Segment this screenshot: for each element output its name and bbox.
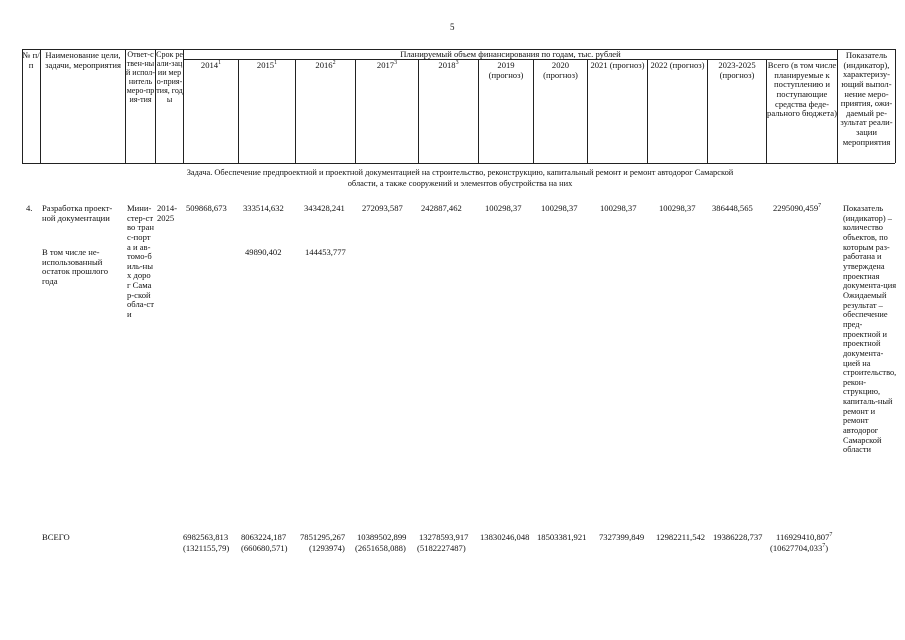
total-value-2022: 12982211,542 bbox=[656, 532, 706, 542]
total-sub-value-2017: (2651658,088) bbox=[355, 543, 406, 553]
total-value-2017: 10389502,899 bbox=[357, 532, 407, 542]
total-sub-value-2014: (1321155,79) bbox=[183, 543, 230, 553]
row4-value-2022: 100298,37 bbox=[659, 203, 696, 213]
total-value-2014: 6982563,813 bbox=[183, 532, 229, 542]
row4-total: 2295090,459$^7$ bbox=[773, 203, 822, 213]
header-year-2021: 2021 (прогноз) bbox=[590, 60, 645, 70]
header-year-2020: 2020 (прогноз) bbox=[543, 60, 578, 80]
col-border bbox=[418, 59, 419, 163]
header-bottom-border bbox=[22, 163, 895, 164]
header-year-2023-2025: 2023-2025 (прогноз) bbox=[718, 60, 756, 80]
total-value-2020: 18503381,921 bbox=[537, 532, 587, 542]
header-year-2015: 2015$^1$ bbox=[256, 60, 278, 70]
row4-value-2016: 343428,241 bbox=[304, 203, 345, 213]
row4-sub-value-2015: 49890,402 bbox=[245, 247, 282, 257]
total-value-2023-2025: 19386228,737 bbox=[713, 532, 763, 542]
col-border bbox=[355, 59, 356, 163]
header-year-2018: 2018$^3$ bbox=[438, 60, 459, 70]
row4-indicator: Показатель (индикатор) – количество объектов, по которым раз-работана и утверждена проектная документа-ция Ожидаемый результат – обеспечение пред-проектной и проектной документа-цией на строительство, рекон-струкцию, капиталь-ный ремонт и ремонт автодорог Самарской области bbox=[843, 204, 897, 455]
header-term: Срок реали-зации меро-прия-тия, годы bbox=[156, 50, 183, 104]
total-sub-value-2015: (660680,571) bbox=[241, 543, 288, 553]
row4-term: 2014-2025 bbox=[157, 203, 178, 223]
row4-value-2021: 100298,37 bbox=[600, 203, 637, 213]
row4-value-2017: 272093,587 bbox=[362, 203, 403, 213]
header-num: № п/п bbox=[22, 50, 40, 70]
header-year-2016: 2016$^2$ bbox=[315, 60, 336, 70]
col-border bbox=[647, 59, 648, 163]
row4-value-2015: 333514,632 bbox=[243, 203, 284, 213]
row4-value-2020: 100298,37 bbox=[541, 203, 578, 213]
col-border bbox=[587, 59, 588, 163]
row4-sub-name: В том числе не-использованный остаток прошлого года bbox=[42, 247, 109, 286]
total-value-2015: 8063224,187 bbox=[241, 532, 287, 542]
col-border bbox=[238, 59, 239, 163]
header-year-2017: 2017$^3$ bbox=[376, 60, 398, 70]
row4-value-2014: 509868,673 bbox=[186, 203, 227, 213]
total-value-2019: 13830246,048 bbox=[480, 532, 530, 542]
total-label: ВСЕГО bbox=[42, 532, 70, 542]
header-indicator: Показатель (индикатор), характеризу-ющий выпол-нение меро-приятия, ожи-даемый ре-зультат реали-зации мероприятия bbox=[840, 50, 893, 147]
total-value-2018: 13278593,917 bbox=[419, 532, 469, 542]
row4-value-2019: 100298,37 bbox=[485, 203, 522, 213]
row4-value-2018: 242887,462 bbox=[421, 203, 462, 213]
col-border bbox=[295, 59, 296, 163]
row4-value-2023-2025: 386448,565 bbox=[712, 203, 753, 213]
col-border bbox=[40, 49, 41, 163]
row4-sub-value-2016: 144453,777 bbox=[305, 247, 346, 257]
total-sub-value-2018: (5182227487) bbox=[417, 543, 466, 553]
header-year-2022: 2022 (прогноз) bbox=[650, 60, 705, 70]
header-responsible: Ответ-ствен-ный испол-нитель меро-прия-тия bbox=[126, 50, 155, 104]
col-border bbox=[895, 49, 896, 163]
header-planned: Планируемый объем финансирования по годам, тыс. рублей bbox=[400, 49, 621, 59]
header-name: Наименование цели, задачи, мероприятия bbox=[45, 50, 121, 70]
total-value-2016: 7851295,267 bbox=[300, 532, 346, 542]
total-value-2021: 7327399,849 bbox=[599, 532, 645, 542]
header-total: Всего (в том числе планируемые к поступлению и поступающие средства феде-рального бюджета) bbox=[767, 60, 837, 119]
row4-responsible: Мини-стер-ство транс-порта и ав-томо-биль-ных дорог Самар-ской обла-сти bbox=[127, 203, 155, 319]
header-year-2019: 2019 (прогноз) bbox=[488, 60, 524, 80]
row4-name: Разработка проект-ной документации bbox=[42, 203, 113, 223]
task-description: Задача. Обеспечение предпроектной и проектной документацией на строительство, реконструкцию, капитальный ремонт и ремонт автодорог Самарской области, а также сооружений и элементов обустройства на них bbox=[186, 168, 734, 188]
total-sub-value-2016: (1293974) bbox=[309, 543, 345, 553]
row4-num: 4. bbox=[26, 203, 33, 213]
total-sum: 116929410,807$^7$ bbox=[776, 532, 833, 542]
total-sub-sum: (10627704,033$^7$) bbox=[770, 543, 829, 553]
page-number: 5 bbox=[450, 22, 455, 32]
header-year-2014: 2014$^1$ bbox=[200, 60, 222, 70]
